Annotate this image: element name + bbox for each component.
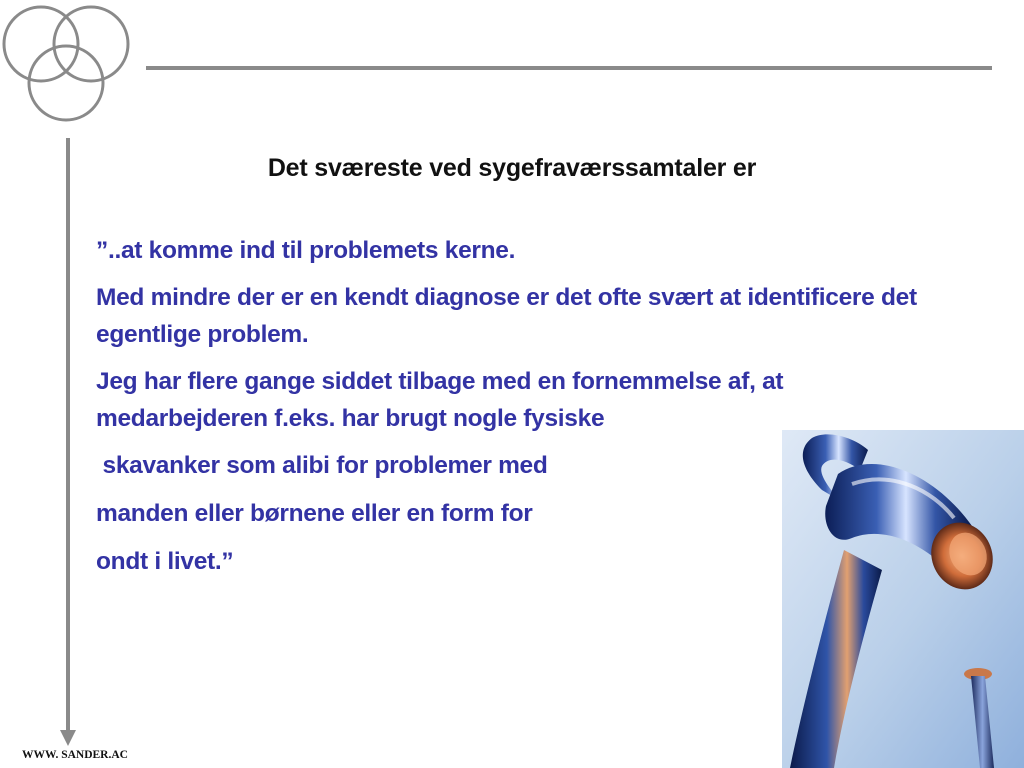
footer-url: WWW. SANDER.AC xyxy=(22,749,128,761)
quote-paragraph: manden eller børnene eller en form for xyxy=(96,500,533,527)
quote-paragraph: ”..at komme ind til problemets kerne. xyxy=(96,237,516,264)
quote-paragraph: Med mindre der er en kendt diagnose er det ofte svært at identificere det egentlige problem. xyxy=(96,284,917,348)
arrow-down-icon xyxy=(60,730,76,746)
side-divider xyxy=(66,138,70,732)
quote-paragraph: Jeg har flere gange siddet tilbage med en fornemmelse af, at medarbejderen f.eks. har brugt nogle fysiske xyxy=(96,368,784,432)
top-divider xyxy=(146,66,992,70)
quote-paragraph: ondt i livet.” xyxy=(96,548,234,575)
quote-paragraph: skavanker som alibi for problemer med xyxy=(96,452,548,479)
three-circles-logo-icon xyxy=(0,0,140,125)
hammer-and-nail-photo-icon xyxy=(782,430,1024,768)
slide-title: Det sværeste ved sygefraværssamtaler er xyxy=(267,154,757,182)
